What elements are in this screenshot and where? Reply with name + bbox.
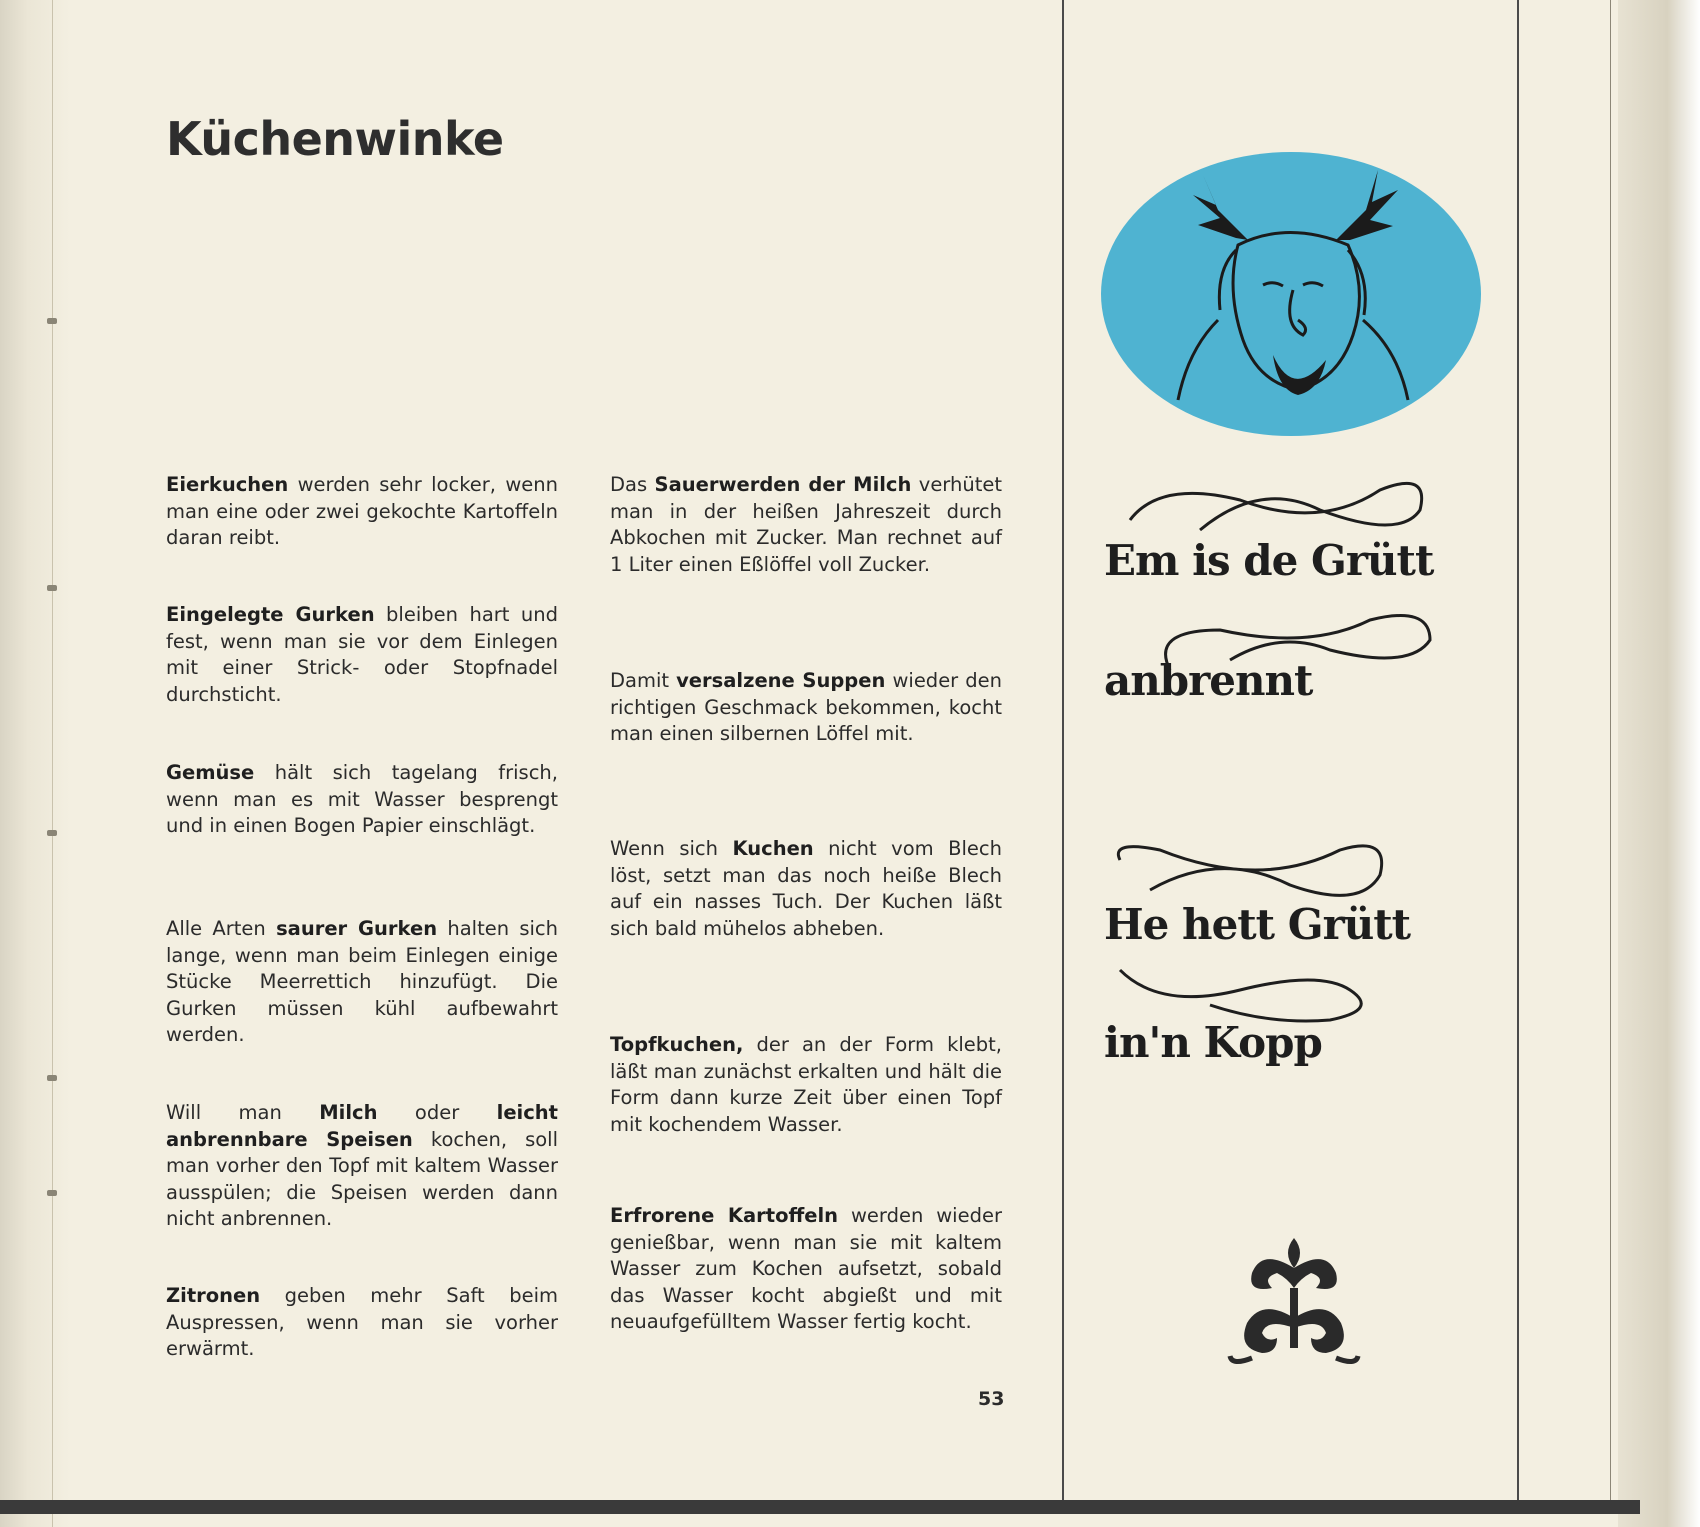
tip-zitronen <box>166 1283 558 1363</box>
tip-milch <box>166 1100 558 1233</box>
tip-keyword: Erfrorene Kartoffeln <box>610 1204 839 1227</box>
fleuron-ornament-icon <box>1222 1228 1366 1372</box>
tip-keyword: saurer Gurken <box>276 917 438 940</box>
tip-keyword: Sauerwerden der Milch <box>654 473 912 496</box>
page-bottom-edge <box>0 1500 1640 1514</box>
tip-text: geben mehr Saft beim Auspressen, wenn man sie vorher erwärmt. <box>166 1284 558 1360</box>
tip-erfrorene-kartoffeln <box>610 1203 1002 1336</box>
tip-text: Wenn sich <box>610 837 733 860</box>
tip-keyword: Zitronen <box>166 1284 261 1307</box>
tip-text: Will man <box>166 1101 320 1124</box>
tip-kuchen <box>610 836 1002 942</box>
tip-text: werden wieder genießbar, wenn man sie mit kaltem Wasser zum Kochen aufsetzt, sobald das Wasser kocht abgießt und mit neuaufgefülltem Wasser fertig kocht. <box>610 1204 1002 1333</box>
tip-eierkuchen <box>166 472 558 552</box>
saying-line: He hett Grütt <box>1104 900 1411 949</box>
column-divider <box>1062 0 1064 1500</box>
tip-topfkuchen <box>610 1032 1002 1138</box>
tip-sauerwerden-milch <box>610 472 1002 578</box>
page-number: 53 <box>978 1388 1005 1410</box>
tip-eingelegte-gurken <box>166 602 558 708</box>
tip-text: hält sich tagelang frisch, wenn man es mit Wasser besprengt und in einen Bogen Papier einschlägt. <box>166 761 558 837</box>
binding-stitch <box>47 1190 57 1196</box>
binding-stitch <box>47 318 57 324</box>
tip-text: nicht vom Blech löst, setzt man das noch heiße Blech auf ein nasses Tuch. Der Kuchen läßt sich bald mühelos abheben. <box>610 837 1002 940</box>
tip-keyword: Milch <box>319 1101 378 1124</box>
tip-text: halten sich lange, wenn man beim Einlegen einige Stücke Meerrettich hinzufügt. Die Gurken müssen kühl aufbewahrt werden. <box>166 917 558 1046</box>
page-edge <box>1618 0 1700 1527</box>
binding-line <box>52 0 53 1527</box>
binding-stitch <box>47 585 57 591</box>
tip-keyword: leicht anbrennbare Speisen <box>166 1101 558 1151</box>
tip-text: Damit <box>610 669 677 692</box>
binding-stitch <box>47 1075 57 1081</box>
page-edge-line <box>1610 0 1611 1500</box>
tip-keyword: Kuchen <box>732 837 814 860</box>
tip-text: bleiben hart und fest, wenn man sie vor dem Einlegen mit einer Strick- oder Stopfnadel durchsticht. <box>166 603 558 706</box>
tip-keyword: versalzene Suppen <box>676 669 886 692</box>
tip-text: oder <box>377 1101 497 1124</box>
tip-keyword: Eierkuchen <box>166 473 289 496</box>
column-divider <box>1517 0 1519 1500</box>
tip-gemuese <box>166 760 558 840</box>
book-gutter <box>0 0 70 1527</box>
tip-versalzene-suppen <box>610 668 1002 748</box>
tip-text: kochen, soll man vorher den Topf mit kaltem Wasser ausspülen; die Speisen werden dann nicht anbrennen. <box>166 1127 558 1230</box>
tip-text: werden sehr locker, wenn man eine oder zwei gekochte Kartoffeln daran reibt. <box>166 473 558 549</box>
saying-line: Em is de Grütt <box>1104 536 1434 585</box>
saying-line: anbrennt <box>1104 656 1313 705</box>
tip-text: wieder den richtigen Geschmack bekommen, kocht man einen silbernen Löffel mit. <box>610 669 1002 745</box>
tip-text: Alle Arten <box>166 917 277 940</box>
tip-text: verhütet man in der heißen Jahreszeit durch Abkochen mit Zucker. Man rechnet auf 1 Liter einen Eßlöffel voll Zucker. <box>610 473 1002 576</box>
page-title: Küchenwinke <box>166 112 504 166</box>
tip-keyword: Topfkuchen, <box>610 1033 744 1056</box>
binding-stitch <box>47 830 57 836</box>
tip-text: der an der Form klebt, läßt man zunächst erkalten und hält die Form dann kurze Zeit über einen Topf mit kochendem Wasser. <box>610 1033 1002 1136</box>
saying-line: in'n Kopp <box>1104 1018 1322 1067</box>
tip-keyword: Gemüse <box>166 761 255 784</box>
tip-saure-gurken <box>166 916 558 1049</box>
horned-man-caricature-icon <box>1098 150 1484 438</box>
tip-keyword: Eingelegte Gurken <box>166 603 375 626</box>
tip-text: Das <box>610 473 655 496</box>
